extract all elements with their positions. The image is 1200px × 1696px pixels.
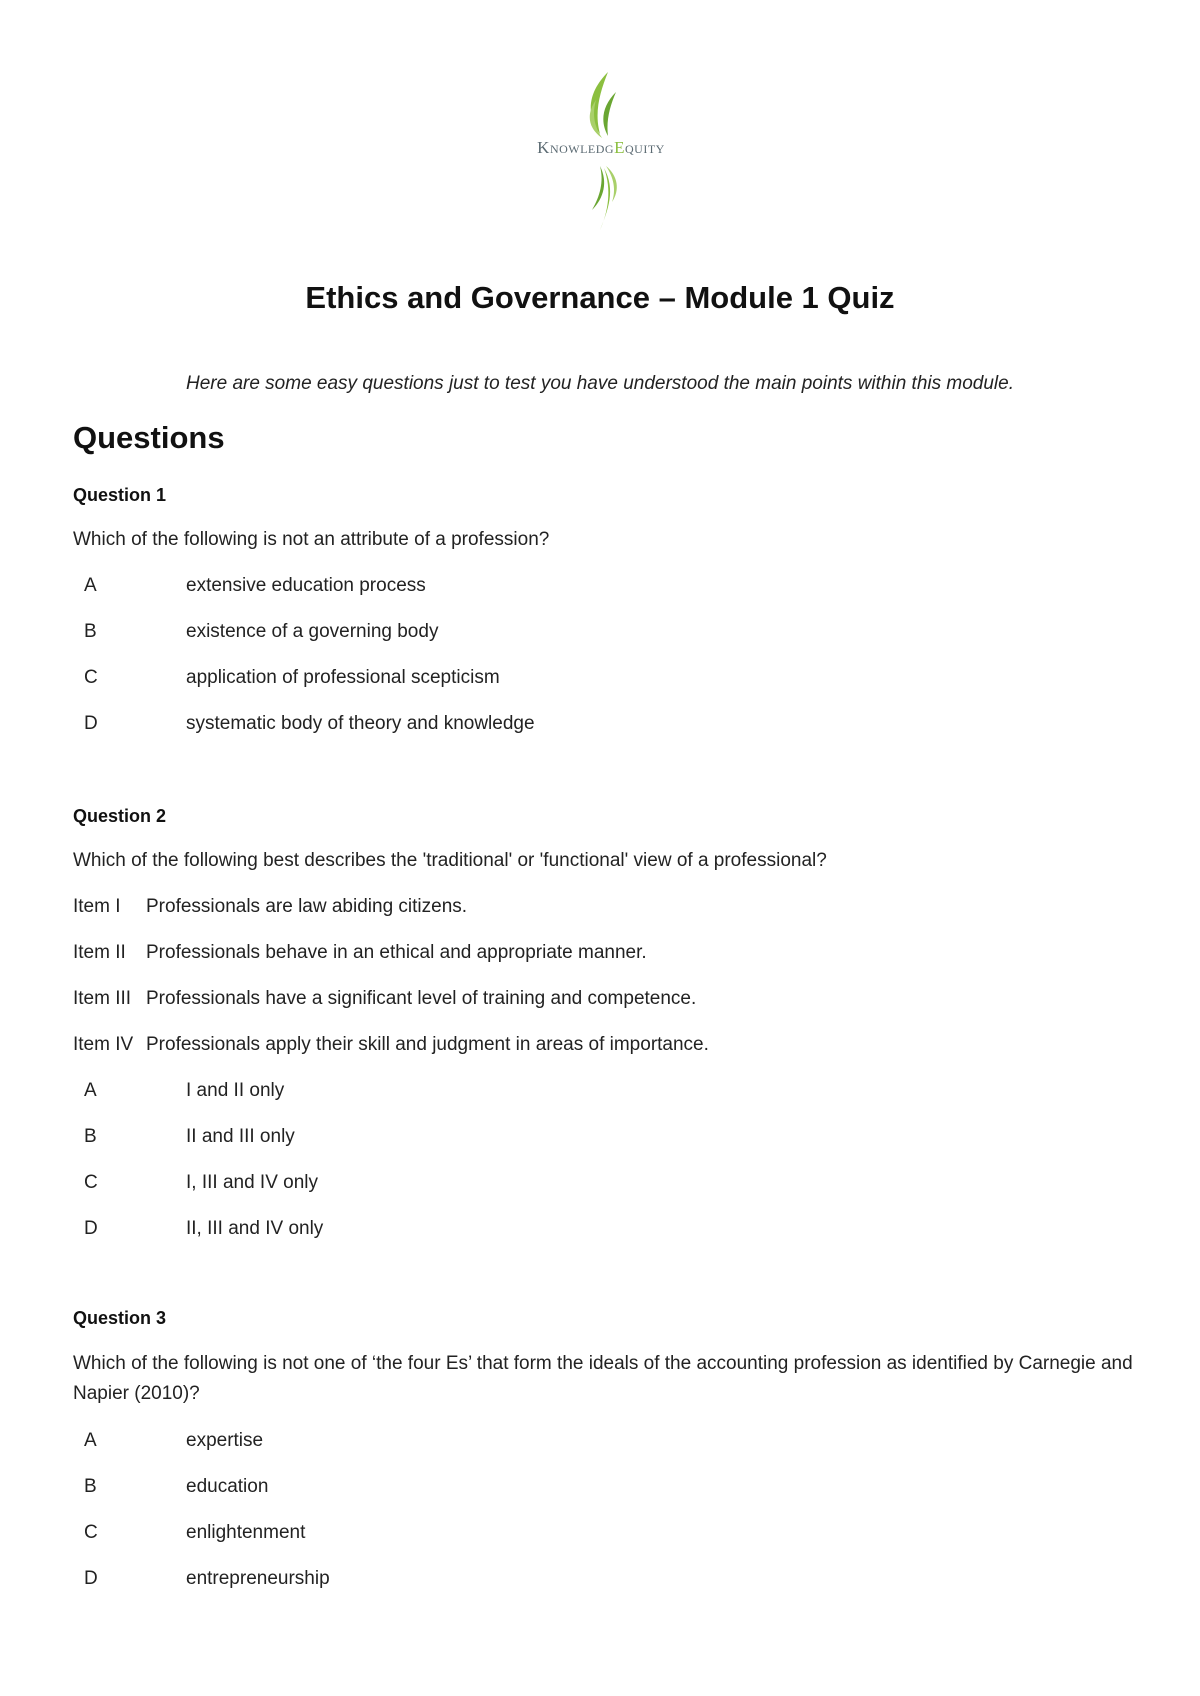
question-3-stem: Which of the following is not one of ‘the four Es’ that form the ideals of the accounting profession as identified by Carnegie and Napier (2010)? [73, 1353, 1133, 1404]
q2-item-3-label: Item III [73, 988, 132, 1009]
q1-option-c-text: application of professional scepticism [186, 667, 500, 688]
q2-item-1-text: Professionals are law abiding citizens. [146, 896, 468, 917]
q3-option-b-text: education [186, 1476, 269, 1497]
q2-option-c-text: I, III and IV only [186, 1172, 319, 1193]
question-1-heading: Question 1 [73, 485, 167, 505]
company-logo [508, 70, 694, 232]
page-title: Ethics and Governance – Module 1 Quiz [305, 280, 895, 315]
question-2-stem: Which of the following best describes the 'traditional' or 'functional' view of a professional? [73, 850, 827, 871]
question-1-stem: Which of the following is not an attribute of a profession? [73, 529, 550, 550]
q2-option-d-letter: D [84, 1218, 98, 1239]
q2-option-b-text: II and III only [186, 1126, 295, 1147]
q2-option-a-letter: A [84, 1080, 97, 1101]
q3-option-a-text: expertise [186, 1430, 264, 1451]
q3-option-b-letter: B [84, 1476, 97, 1497]
q2-option-c-letter: C [84, 1172, 98, 1193]
q1-option-a-letter: A [84, 575, 97, 596]
q3-option-d-text: entrepreneurship [186, 1568, 330, 1589]
q2-item-1-label: Item I [73, 896, 121, 917]
q3-option-d-letter: D [84, 1568, 98, 1589]
q3-option-a-letter: A [84, 1430, 97, 1451]
q3-option-c-letter: C [84, 1522, 98, 1543]
q1-option-a-text: extensive education process [186, 575, 426, 596]
intro-text: Here are some easy questions just to test you have understood the main points within this module. [185, 373, 1014, 394]
q2-option-a-text: I and II only [186, 1080, 285, 1101]
q2-item-3-text: Professionals have a significant level of training and competence. [146, 988, 697, 1009]
q1-option-d-text: systematic body of theory and knowledge [186, 713, 535, 734]
q2-option-b-letter: B [84, 1126, 97, 1147]
q2-item-2-text: Professionals behave in an ethical and appropriate manner. [146, 942, 647, 963]
q2-item-4-label: Item IV [73, 1034, 134, 1055]
question-3-heading: Question 3 [73, 1308, 167, 1328]
q2-item-4-text: Professionals apply their skill and judgment in areas of importance. [146, 1034, 709, 1055]
q1-option-b-letter: B [84, 621, 97, 642]
section-heading: Questions [73, 420, 225, 455]
q1-option-b-text: existence of a governing body [186, 621, 439, 642]
q2-option-d-text: II, III and IV only [186, 1218, 324, 1239]
q3-option-c-text: enlightenment [186, 1522, 306, 1543]
question-2-heading: Question 2 [73, 806, 167, 826]
q1-option-c-letter: C [84, 667, 98, 688]
q1-option-d-letter: D [84, 713, 98, 734]
logo-wordmark: KnowledgEquity [537, 138, 665, 157]
q2-item-2-label: Item II [73, 942, 126, 963]
